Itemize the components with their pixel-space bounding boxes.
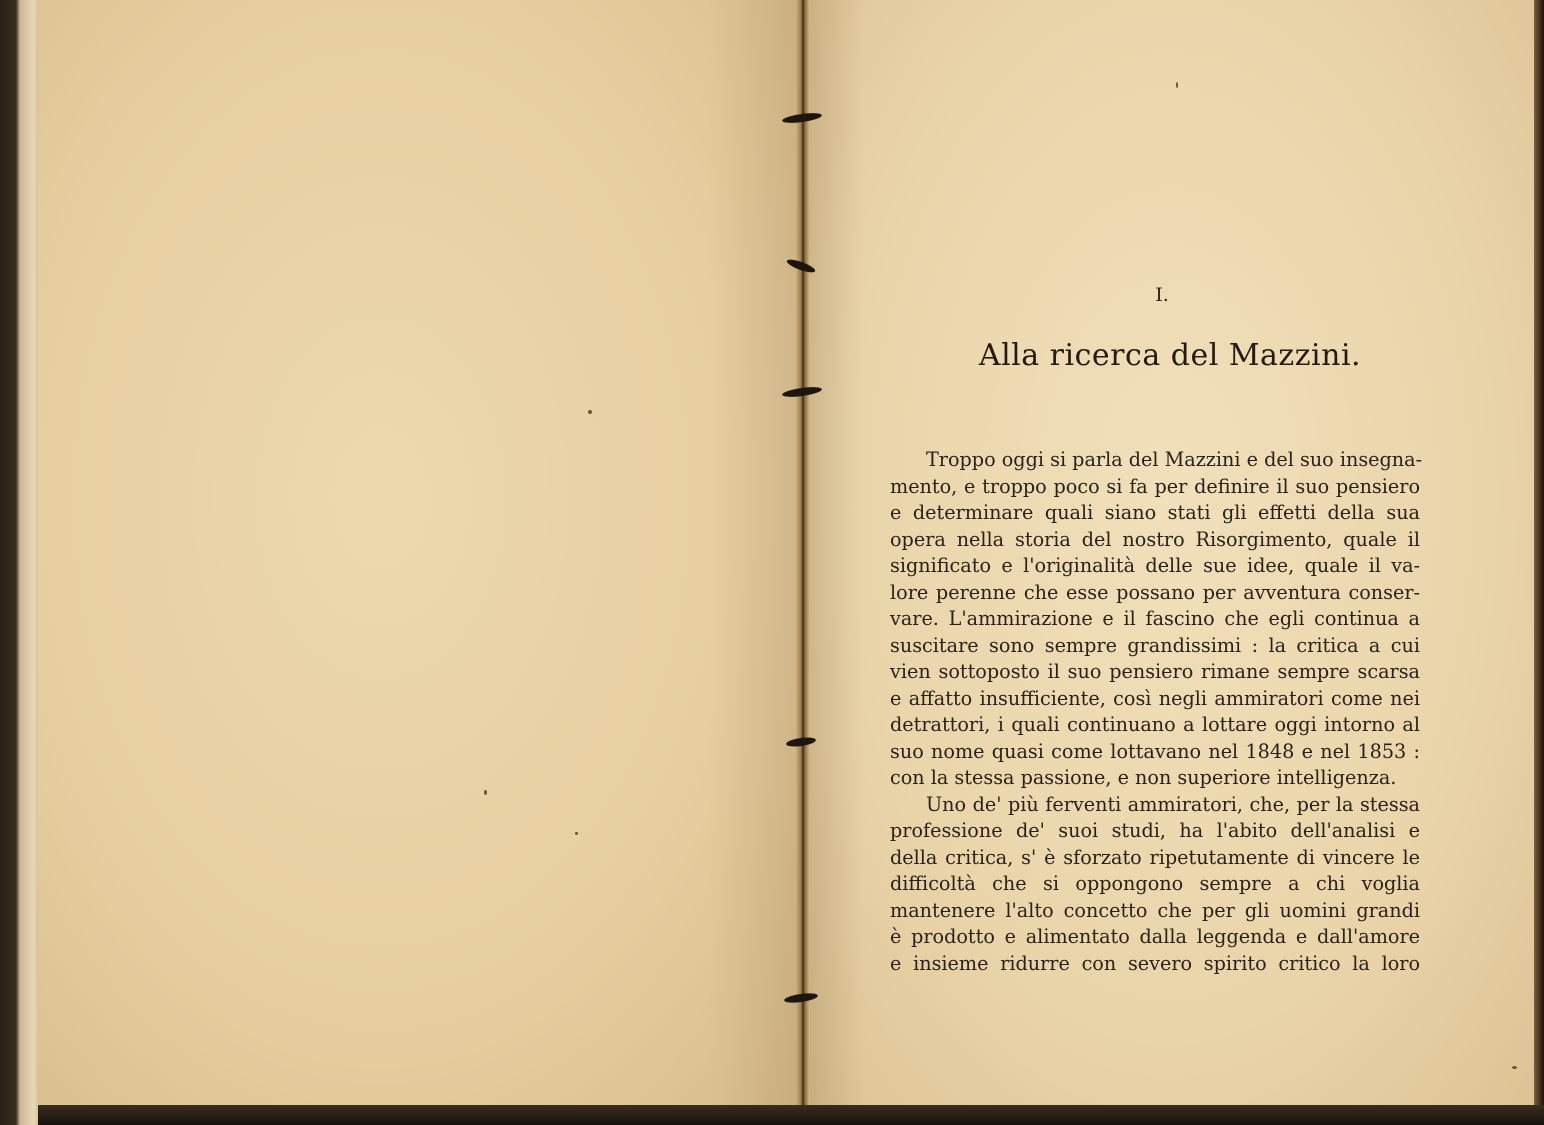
text-line: è prodotto e alimentato dalla leggenda e dall'amore	[890, 925, 1420, 948]
book-right-edge	[1534, 0, 1544, 1125]
text-line: difficoltà che si oppongono sempre a chi voglia	[890, 872, 1420, 895]
chapter-number: I.	[1155, 284, 1169, 306]
left-page-blank	[38, 0, 800, 1108]
text-line: Troppo oggi si parla del Mazzini e del suo insegna-	[926, 448, 1423, 471]
text-line: professione de' suoi studi, ha l'abito dell'analisi e	[890, 819, 1420, 842]
text-line: e affatto insufficiente, così negli ammiratori come nei	[890, 686, 1420, 710]
text-line: e determinare quali siano stati gli effetti della sua	[890, 501, 1420, 524]
body-text	[890, 447, 1423, 977]
text-line: significato e l'originalità delle sue idee, quale il va-	[890, 554, 1420, 577]
text-line: e insieme ridurre con severo spirito critico la loro	[890, 951, 1420, 975]
chapter-title: Alla ricerca del Mazzini.	[978, 338, 1362, 373]
text-line: Uno de' più ferventi ammiratori, che, per la stessa	[926, 792, 1420, 816]
text-line: detrattori, i quali continuano a lottare oggi intorno al	[890, 713, 1420, 736]
book-gutter	[796, 0, 810, 1108]
text-line: mento, e troppo poco si fa per definire il suo pensiero	[890, 474, 1420, 498]
text-line: vien sottoposto il suo pensiero rimane sempre scarsa	[890, 660, 1420, 683]
book-bottom-edge	[38, 1105, 1544, 1125]
text-line: suscitare sono sempre grandissimi : la critica a cui	[890, 633, 1420, 657]
text-line: vare. L'ammirazione e il fascino che egli continua a	[890, 607, 1420, 630]
text-line: lore perenne che esse possano per avventura conser-	[890, 580, 1420, 604]
right-page	[806, 0, 1534, 1105]
text-line: opera nella storia del nostro Risorgimento, quale il	[890, 527, 1420, 551]
text-line: della critica, s' è sforzato ripetutamente di vincere le	[890, 845, 1420, 869]
text-line: suo nome quasi come lottavano nel 1848 e nel 1853 :	[890, 739, 1420, 763]
text-line: con la stessa passione, e non superiore intelligenza.	[890, 766, 1397, 789]
text-line: mantenere l'alto concetto che per gli uomini grandi	[890, 898, 1420, 922]
book-cover-edge	[0, 0, 38, 1125]
